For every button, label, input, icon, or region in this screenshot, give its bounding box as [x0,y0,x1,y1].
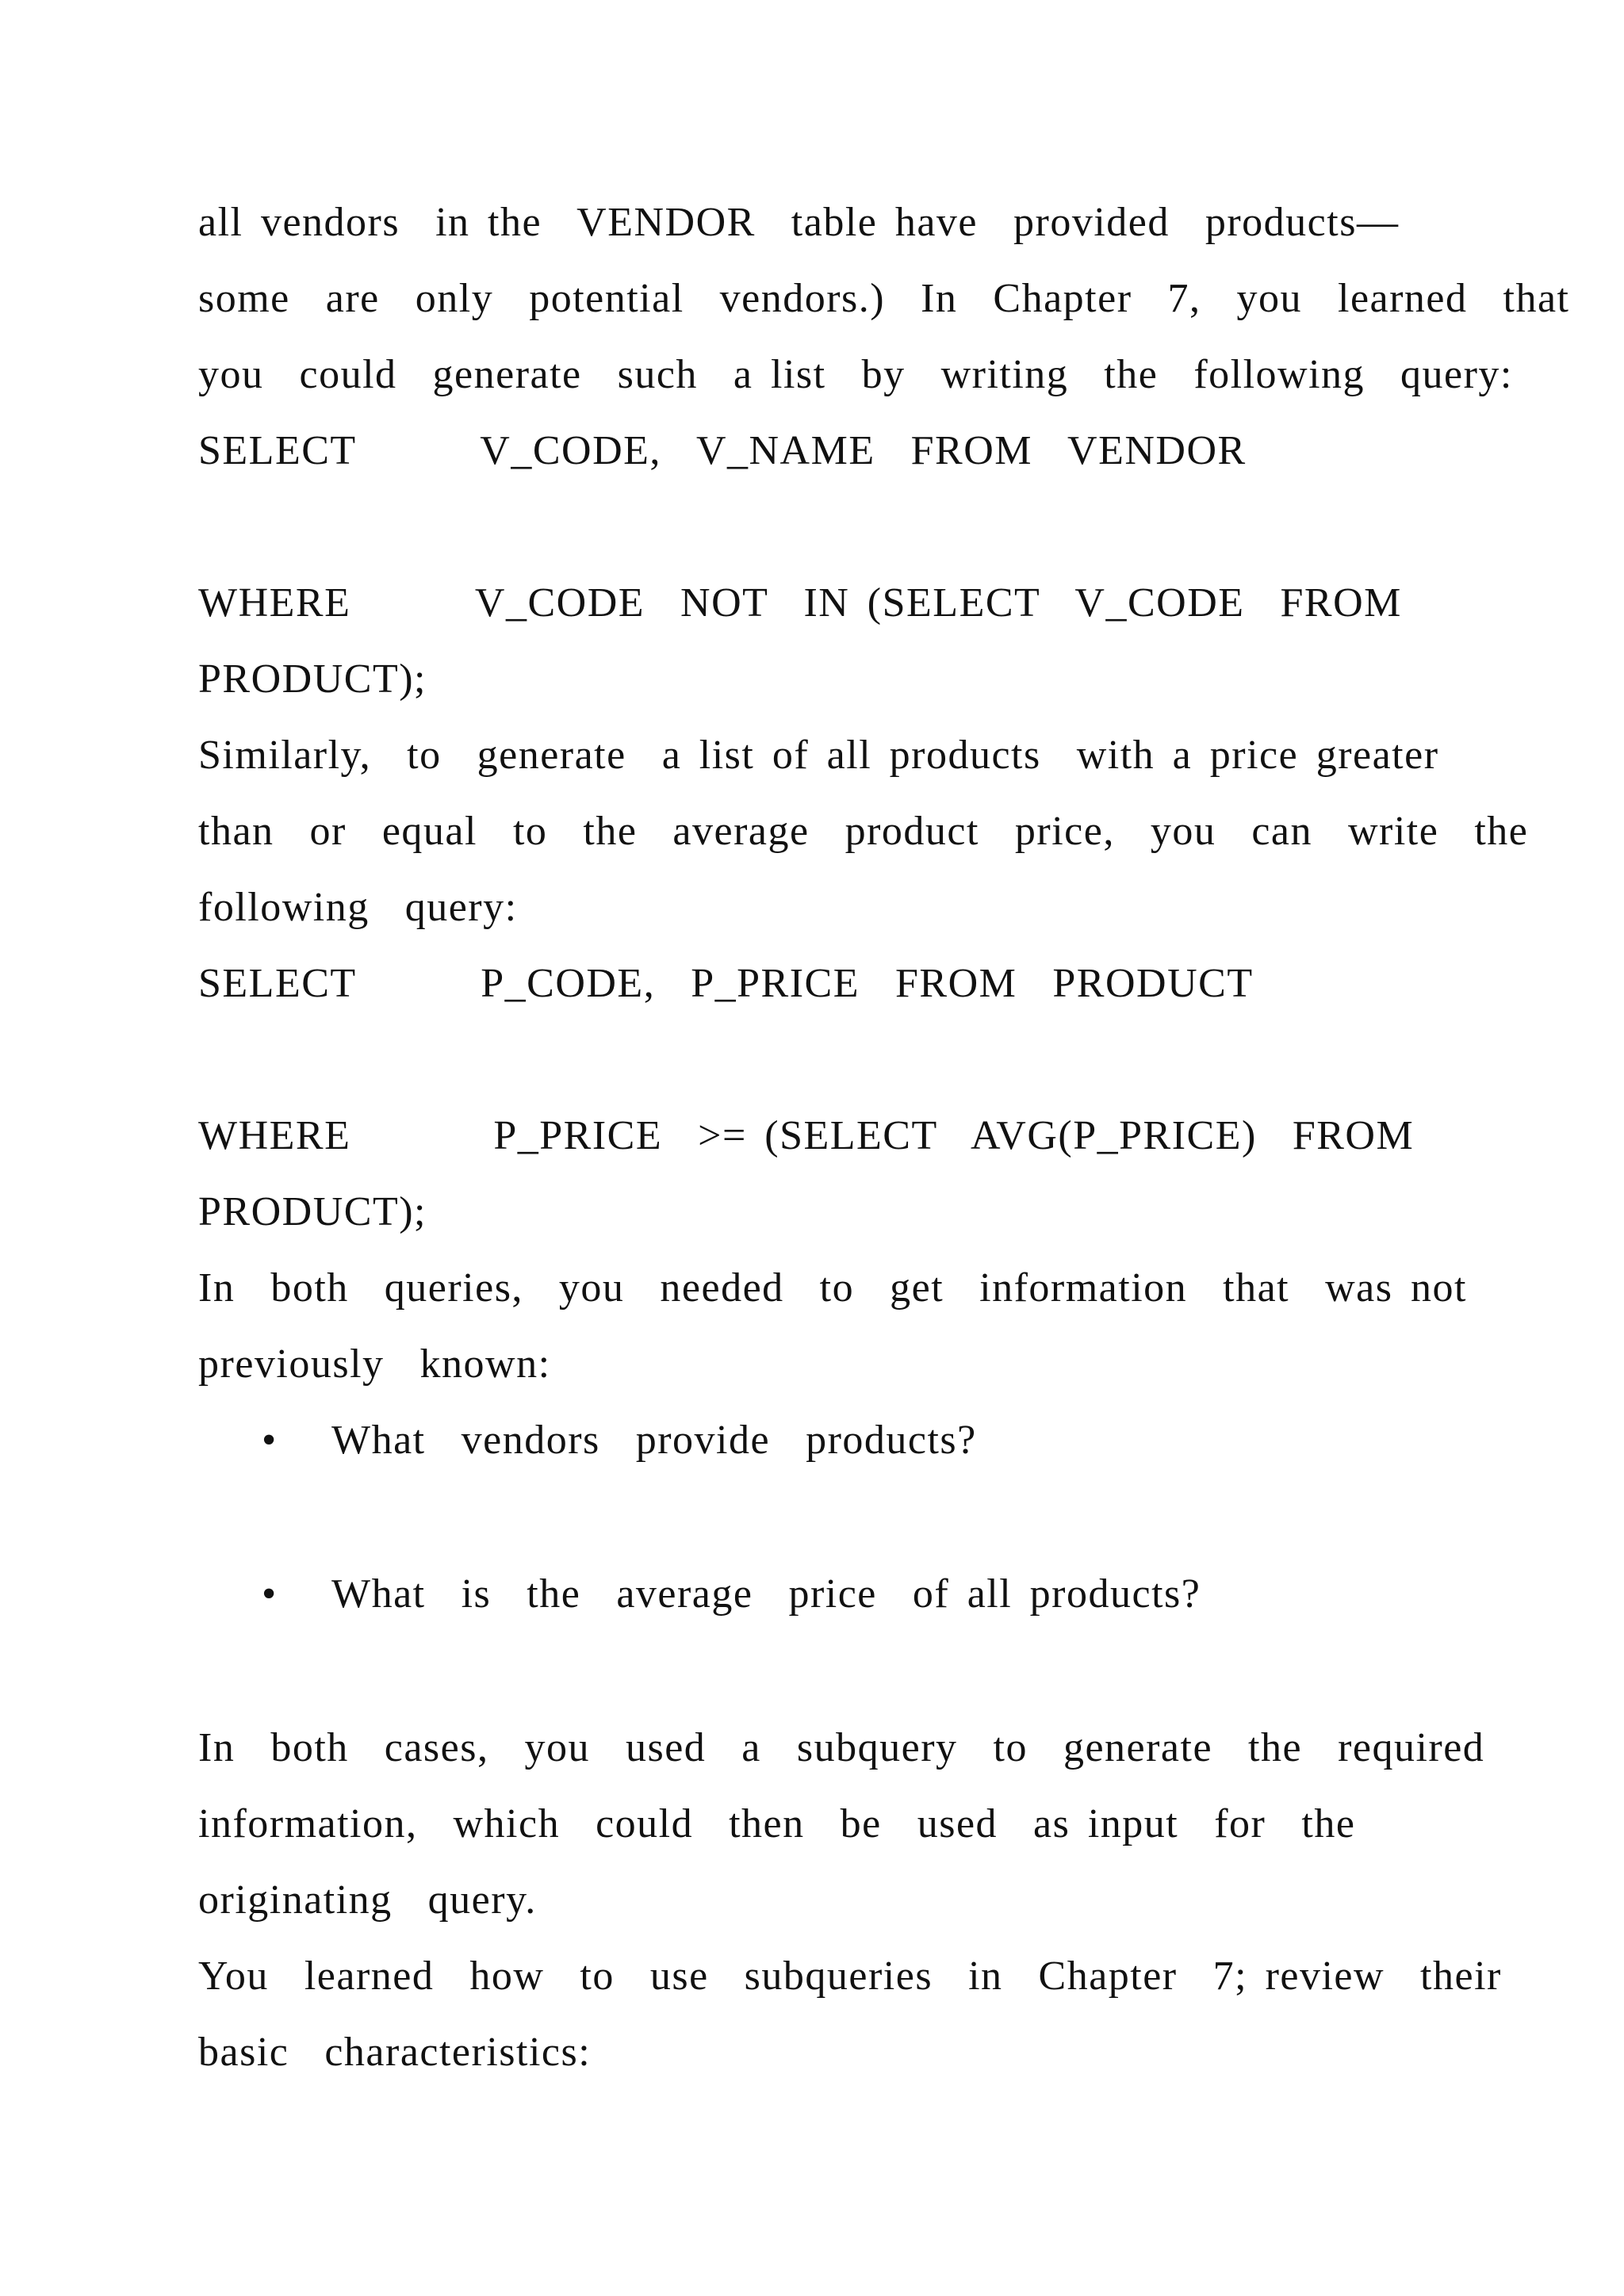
text-line: In both cases, you used a subquery to generate the required [198,1725,1485,1770]
text-line: some are only potential vendors.) In Chapter 7, you learned that [198,276,1570,321]
text-line: In both queries, you needed to get information that was not [198,1265,1467,1311]
sql-line: SELECT P_CODE, P_PRICE FROM PRODUCT [198,961,1254,1006]
text-line: originating query. [198,1877,537,1923]
bullet-marker: • [262,1571,277,1617]
text-line: previously known: [198,1341,551,1387]
bullet-item: What is the average price of all products? [331,1571,1201,1617]
sql-line: WHERE V_CODE NOT IN (SELECT V_CODE FROM [198,580,1402,626]
sql-line: SELECT V_CODE, V_NAME FROM VENDOR [198,428,1247,473]
sql-line: PRODUCT); [198,656,427,702]
text-line: following query: [198,885,518,930]
text-line: Similarly, to generate a list of all products with a price greater [198,733,1439,778]
sql-line: WHERE P_PRICE >= (SELECT AVG(P_PRICE) FROM [198,1113,1415,1158]
text-line: basic characteristics: [198,2030,592,2075]
text-line: than or equal to the average product price, you can write the [198,809,1529,854]
sql-line: PRODUCT); [198,1189,427,1234]
text-line: information, which could then be used as input for the [198,1801,1356,1846]
text-line: You learned how to use subqueries in Chapter 7; review their [198,1954,1502,1999]
bullet-marker: • [262,1418,277,1463]
bullet-item: What vendors provide products? [331,1418,977,1463]
text-line: all vendors in the VENDOR table have provided products— [198,200,1400,245]
text-line: you could generate such a list by writing the following query: [198,352,1513,397]
